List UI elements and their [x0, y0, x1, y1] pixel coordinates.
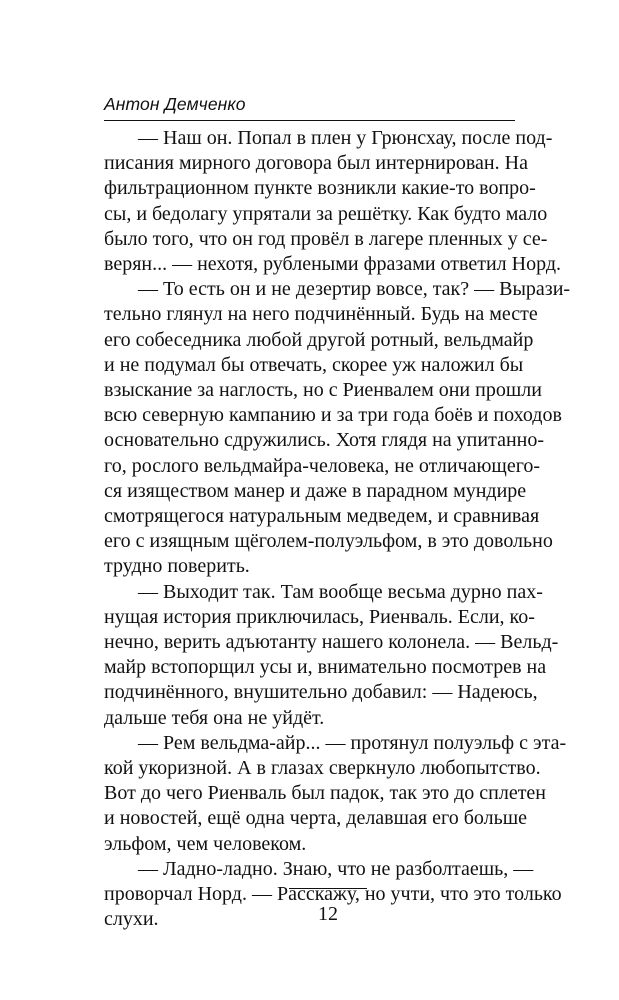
text-line: кой укоризной. А в глазах сверкнуло любопытство. [104, 757, 541, 780]
running-header [104, 94, 515, 121]
text-line: дальше тебя она не уйдёт. [104, 706, 325, 729]
page-text [104, 126, 571, 933]
text-line: и новостей, ещё одна черта, делавшая его больше [104, 807, 527, 830]
text-line: Вот до чего Риенваль был падок, так это до сплетен [104, 782, 547, 805]
text-line: тельно глянул на него подчинённый. Будь на месте [104, 303, 538, 326]
text-line: взыскание за наглость, но с Риенвалем они прошли [104, 379, 542, 402]
text-line: сы, и бедолагу упрятали за решётку. Как будто мало [104, 202, 548, 225]
text-line: нущая история приключилась, Риенваль. Если, ко- [104, 605, 535, 628]
text-line: — Ладно-ладно. Знаю, что не разболтаешь, — [138, 857, 534, 880]
text-line: основательно сдружились. Хотя глядя на упитанно- [104, 429, 545, 452]
text-line: писания мирного договора был интернирован. На [104, 152, 528, 175]
text-line: верян... — нехотя, рублеными фразами ответил Норд. [104, 253, 562, 276]
text-line: — Выходит так. Там вообще весьма дурно пах- [138, 580, 543, 603]
text-line: эльфом, чем человеком. [104, 832, 307, 855]
text-line: — Наш он. Попал в плен у Грюнсхау, после под- [138, 127, 553, 149]
text-line: майр встопорщил усы и, внимательно посмотрев на [104, 656, 547, 679]
text-line: его собеседника любой другой ротный, вельдмайр [104, 328, 534, 351]
text-line: подчинённого, внушительно добавил: — Надеюсь, [104, 681, 538, 704]
text-line: всю северную кампанию и за три года боёв и походов [104, 404, 562, 427]
author-name: Антон Демченко [104, 94, 246, 114]
text-line: нечно, верить адъютанту нашего колонела. — Вельд- [104, 631, 559, 654]
text-line: ся изяществом манер и даже в парадном мундире [104, 479, 527, 502]
text-line: фильтрационном пункте возникли какие-то вопро- [104, 177, 536, 200]
text-line: — Рем вельдма-айр... — протянул полуэльф с эта- [138, 731, 567, 754]
text-line: слухи. [104, 908, 159, 931]
text-line: смотрящегося натуральным медведем, и сравнивая [104, 505, 540, 528]
text-line: было того, что он год провёл в лагере пленных у се- [104, 227, 548, 250]
text-line: и не подумал бы отвечать, скорее уж наложил бы [104, 353, 524, 376]
text-line: его с изящным щёголем-полуэльфом, в это довольно [104, 530, 553, 553]
page-number: 12 [318, 903, 338, 925]
text-line: трудно поверить. [104, 555, 250, 578]
footer-divider [289, 888, 367, 889]
text-line: проворчал Норд. — Расскажу, но учти, что это только [104, 883, 562, 906]
text-line: го, рослого вельдмайра-человека, не отличающего- [104, 454, 541, 477]
text-line: — То есть он и не дезертир вовсе, так? — Вырази- [138, 278, 571, 301]
